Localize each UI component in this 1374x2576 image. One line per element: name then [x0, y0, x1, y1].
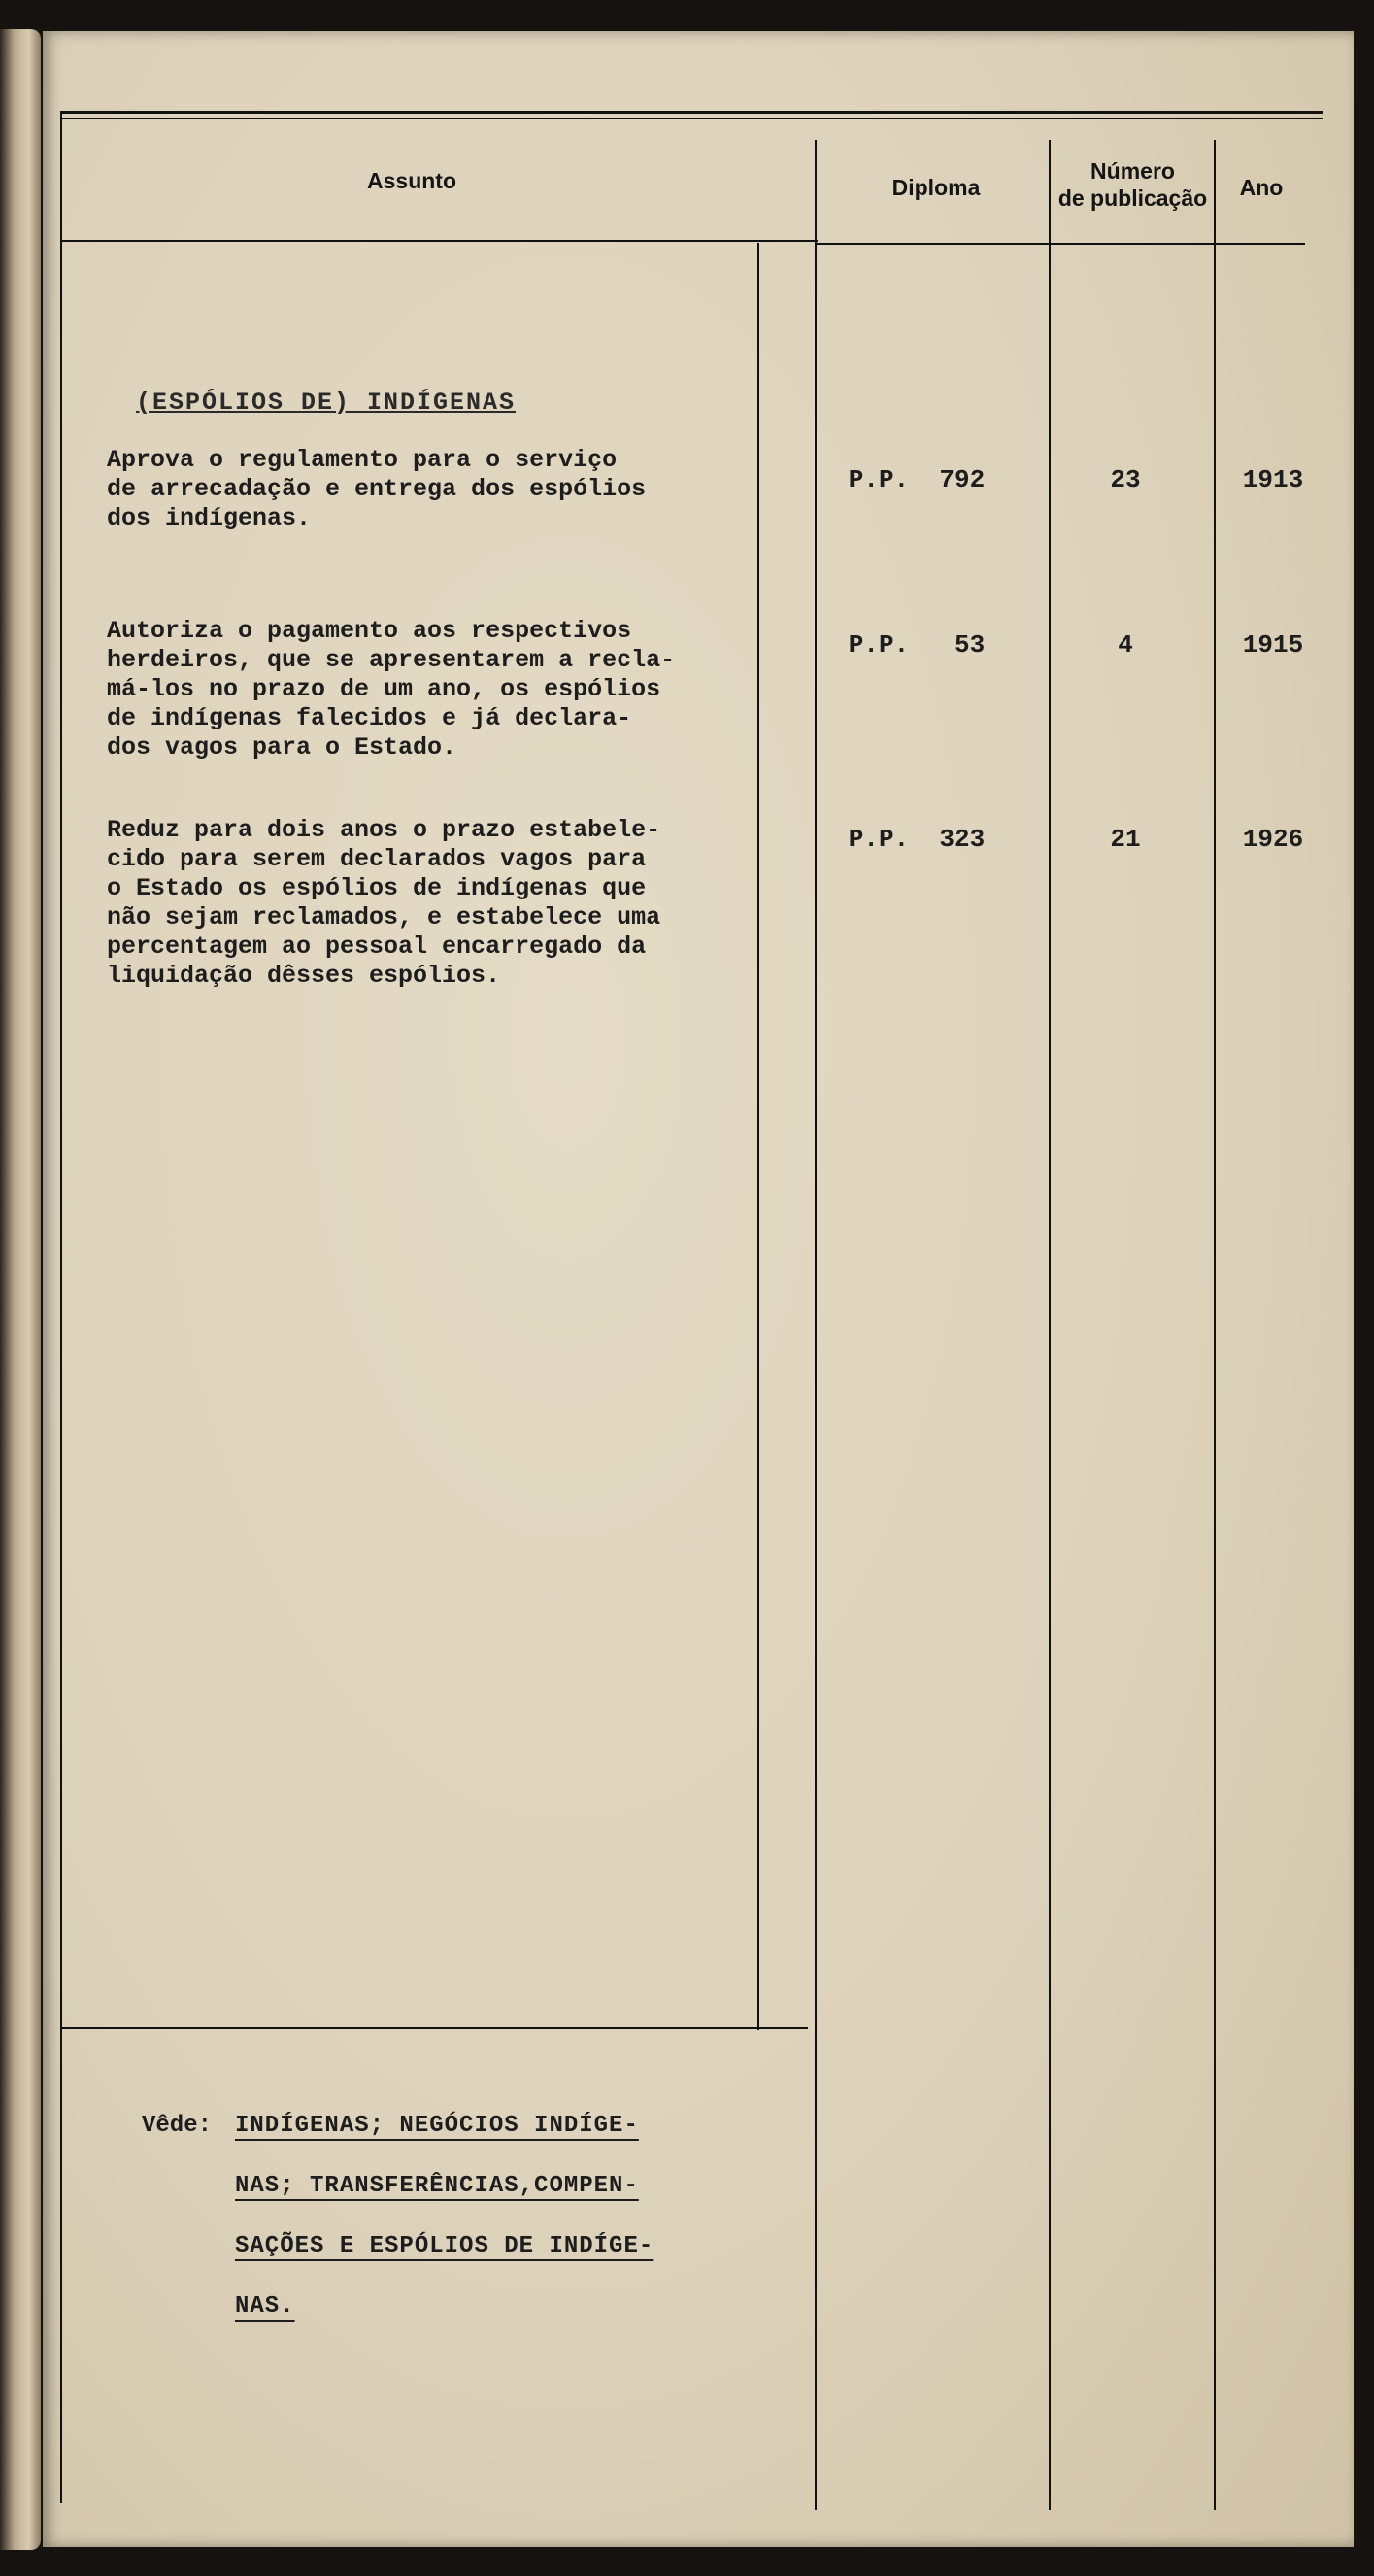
column-header-assunto: Assunto: [367, 168, 456, 193]
diploma-numero-rule: [1049, 140, 1051, 2510]
left-border-rule: [60, 114, 62, 2503]
see-also-reference: INDÍGENAS; NEGÓCIOS INDÍGE-: [235, 2113, 639, 2139]
assunto-diploma-rule: [815, 140, 817, 2510]
column-header-numero-line2: de publicação: [1057, 186, 1208, 211]
entry-numero: 21: [1110, 825, 1141, 854]
entry-ano: 1926: [1242, 825, 1304, 854]
entry-subject: Aprova o regulamento para o serviço de arrecadação e entrega dos espólios dos indígenas.: [107, 446, 647, 532]
header-bottom-rule-left: [60, 240, 818, 242]
entry-numero: 23: [1110, 465, 1141, 494]
top-double-rule: [60, 111, 1323, 114]
column-header-diploma: Diploma: [891, 175, 981, 200]
entry-subject: Autoriza o pagamento aos respectivos herdeiros, que se apresentarem a recla- má-los no prazo de um ano, os espólios de indígenas falecidos e já declara- dos vagos para o Estado.: [107, 617, 676, 762]
see-also-reference: SAÇÕES E ESPÓLIOS DE INDÍGE-: [235, 2233, 654, 2259]
ledger-page: [43, 31, 1354, 2547]
entry-numero: 4: [1118, 630, 1133, 660]
entry-ano: 1913: [1242, 465, 1304, 494]
column-header-ano: Ano: [1239, 175, 1284, 200]
entry-ano: 1915: [1242, 630, 1304, 660]
entry-diploma: P.P. 792: [848, 465, 986, 494]
see-also-reference: NAS.: [235, 2293, 295, 2320]
entry-subject: Reduz para dois anos o prazo estabele- cido para serem declarados vagos para o Estado os espólios de indígenas que não sejam reclamados, e estabelece uma percentagem ao pessoal encarregado da liquidação dêsses espólios.: [107, 816, 661, 990]
top-rule-inner: [60, 118, 1323, 119]
see-also-reference: NAS; TRANSFERÊNCIAS,COMPEN-: [235, 2173, 639, 2199]
entry-diploma: P.P. 323: [848, 825, 986, 854]
header-bottom-rule-right: [816, 243, 1305, 245]
vede-top-rule: [60, 2027, 808, 2029]
column-header-numero: [1053, 157, 1213, 212]
section-title: (ESPÓLIOS DE) INDÍGENAS: [136, 389, 517, 417]
book-spine: [0, 29, 41, 2550]
see-also-label: Vêde:: [142, 2113, 213, 2139]
column-header-numero-line1: Número: [1090, 158, 1175, 184]
entry-diploma: P.P. 53: [848, 630, 986, 660]
numero-ano-rule: [1214, 140, 1216, 2510]
